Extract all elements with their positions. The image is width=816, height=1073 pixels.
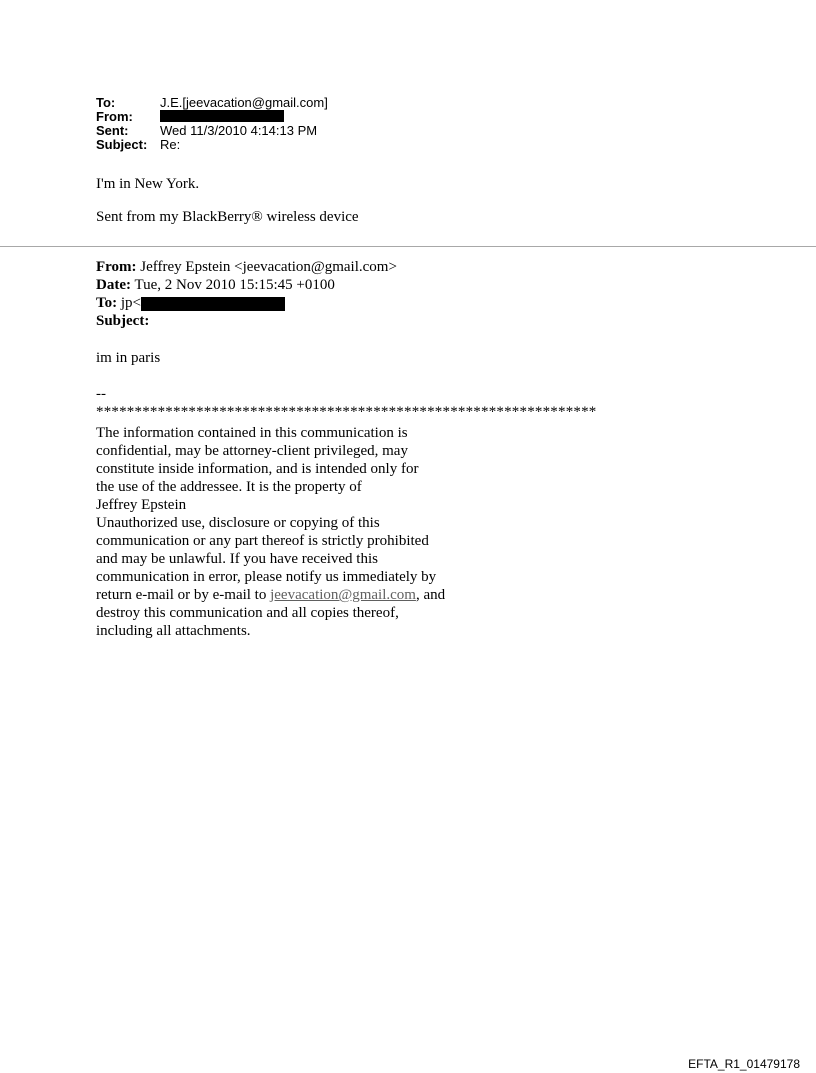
asterisk-separator: ***************************************************************** [96,404,597,420]
quoted-header [96,258,397,330]
quoted-subject-label: Subject: [96,313,150,329]
document-id: EFTA_R1_01479178 [688,1057,800,1071]
sent-value: Wed 11/3/2010 4:14:13 PM [160,123,318,138]
quoted-from-label: From: [96,259,137,275]
from-row [96,110,328,124]
to-value: J.E.[jeevacation@gmail.com] [160,95,328,110]
quoted-to-row [96,294,397,312]
from-label: From: [96,109,133,124]
email-link[interactable]: jeevacation@gmail.com [270,587,416,603]
redaction-bar [160,110,284,122]
reply-body: I'm in New York. [96,176,200,192]
disclaimer-line: communication in error, please notify us immediately by [96,569,437,585]
disclaimer-line: confidential, may be attorney-client privileged, may [96,443,408,459]
signature-dash: -- [96,386,106,402]
subject-value: Re: [160,137,181,152]
confidentiality-disclaimer [96,424,445,640]
disclaimer-line: The information contained in this communication is [96,425,408,441]
quoted-date-value: Tue, 2 Nov 2010 15:15:45 +0100 [134,277,335,293]
quoted-date-label: Date: [96,277,131,293]
disclaimer-line: constitute inside information, and is intended only for [96,461,419,477]
disclaimer-line: Jeffrey Epstein [96,497,187,513]
to-label: To: [96,95,116,110]
quoted-to-value: jp< [120,295,142,311]
quoted-subject-row [96,312,397,330]
disclaimer-line [96,586,445,604]
quoted-from-row [96,258,397,276]
message-divider [0,246,816,247]
sent-label: Sent: [96,123,129,138]
disclaimer-line: Unauthorized use, disclosure or copying of this [96,515,380,531]
quoted-body: im in paris [96,350,161,366]
reply-signature: Sent from my BlackBerry® wireless device [96,209,359,225]
disclaimer-line: including all attachments. [96,623,251,639]
disclaimer-line: destroy this communication and all copies thereof, [96,605,399,621]
disclaimer-text: , and [415,587,446,603]
disclaimer-line: the use of the addressee. It is the property of [96,479,362,495]
email-header [96,96,328,152]
disclaimer-text: return e-mail or by e-mail to [96,587,271,603]
subject-label: Subject: [96,137,148,152]
disclaimer-line: and may be unlawful. If you have received this [96,551,378,567]
quoted-from-value: Jeffrey Epstein <jeevacation@gmail.com> [140,259,397,275]
quoted-date-row [96,276,397,294]
sent-row [96,124,328,138]
to-row [96,96,328,110]
quoted-to-label: To: [96,295,118,311]
disclaimer-line: communication or any part thereof is strictly prohibited [96,533,429,549]
subject-row [96,138,328,152]
redaction-bar [141,297,285,311]
